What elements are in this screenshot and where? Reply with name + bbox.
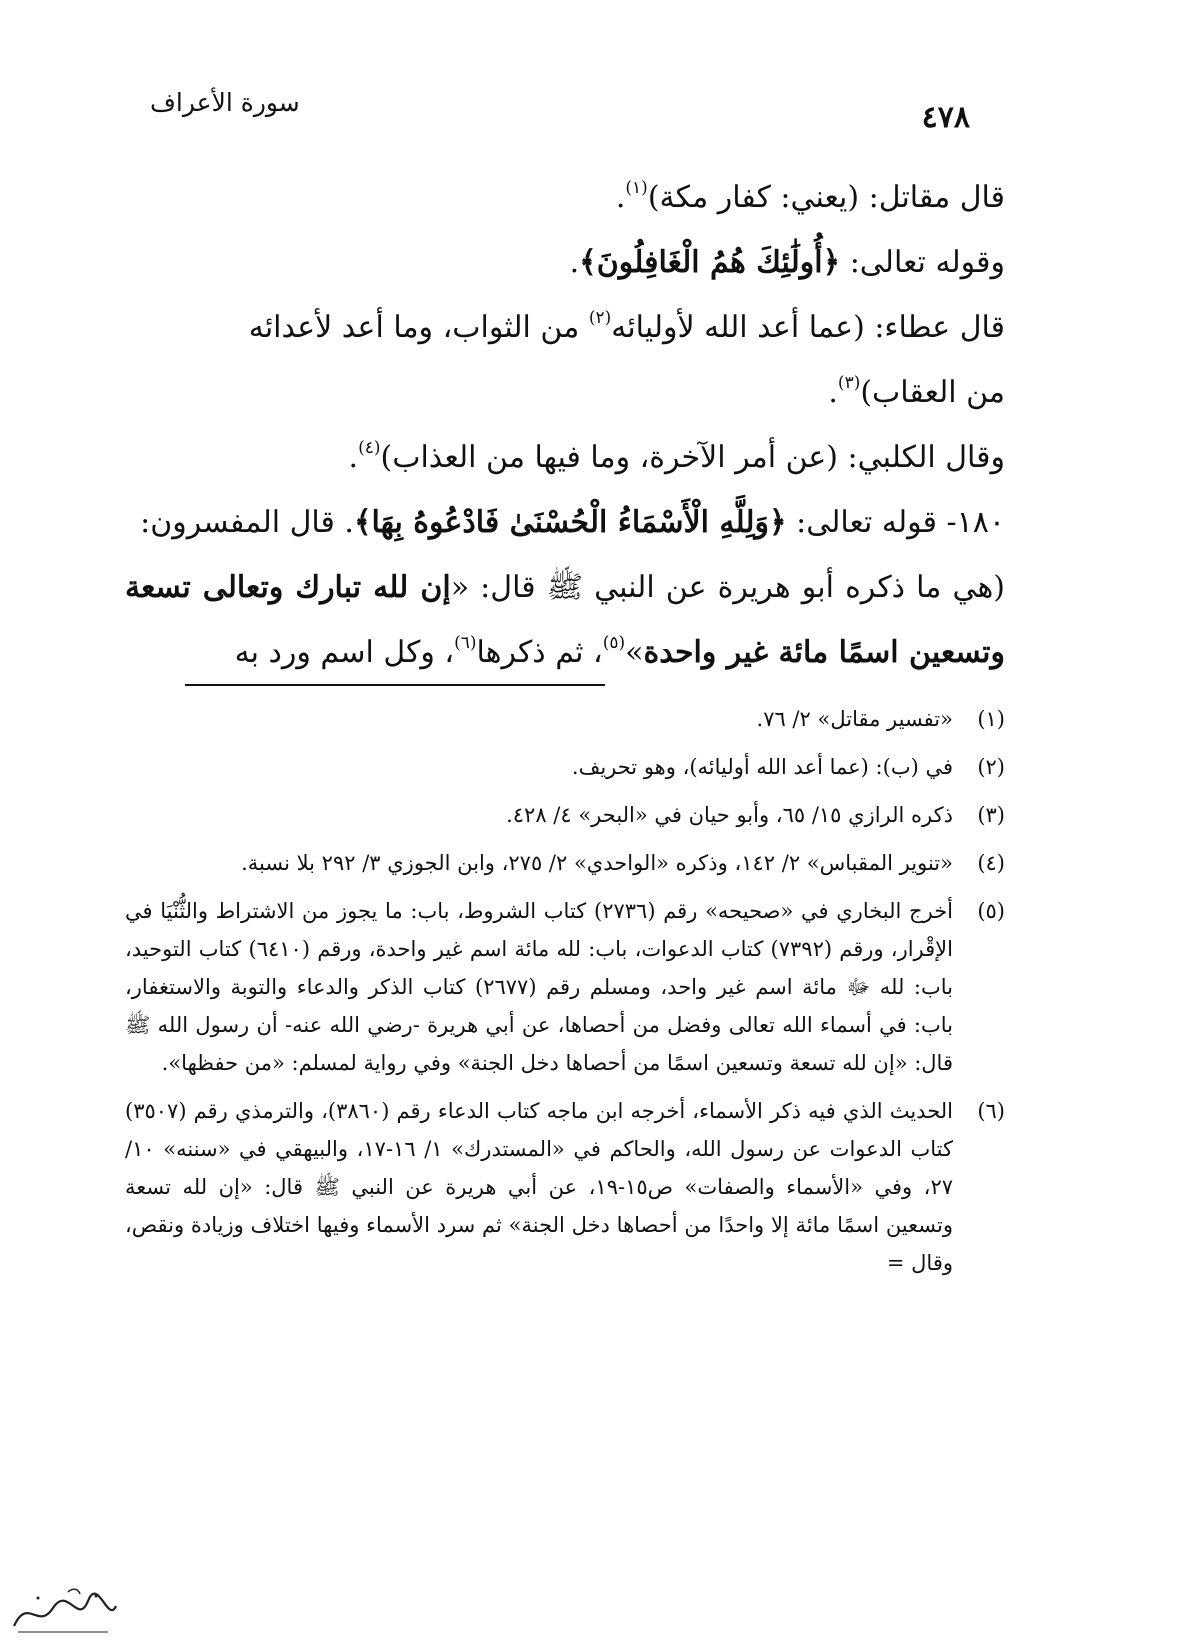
page-number: ٤٧٨ — [921, 100, 970, 135]
footnote — [125, 748, 1005, 786]
quran-verse: ﴿وَلِلَّهِ الْأَسْمَاءُ الْحُسْنَىٰ فَادْعُوهُ بِهَا﴾ — [353, 505, 787, 540]
publisher-logo — [8, 1586, 120, 1641]
footnote-text: «تنوير المقباس» ٢/ ١٤٢، وذكره «الواحدي» ٢/ ٢٧٥، وابن الجوزي ٣/ ٢٩٢ بلا نسبة. — [241, 851, 953, 875]
text-run: ١٨٠- قوله تعالى: — [786, 505, 1005, 540]
footnote-ref: (٤) — [358, 438, 381, 458]
footnote-number: (١) — [977, 707, 1005, 731]
text-run: . — [828, 375, 838, 410]
text-run: ، ثم ذكرها — [476, 635, 603, 670]
footnote-number: (٢) — [977, 755, 1005, 779]
text-run: . — [615, 180, 626, 215]
footnote-number: (٣) — [977, 803, 1005, 827]
paragraph-verse-180 — [125, 490, 1005, 555]
text-run: (هي ما ذكره أبو هريرة عن النبي ﷺ قال: « — [450, 570, 1005, 605]
text-run: ، وكل اسم ورد به — [234, 635, 455, 670]
main-text — [125, 165, 1005, 685]
text-run: » — [625, 635, 644, 670]
footnote-text: الحديث الذي فيه ذكر الأسماء، أخرجه ابن ماجه كتاب الدعاء رقم (٣٨٦٠)، والترمذي رقم (٣٥٠٧) كتاب الدعوات عن رسول الله، والحاكم في «المستدرك» ١/ ١٦-١٧، والبيهقي في «سننه» ١٠/ ٢٧، وفي «الأسماء والصفات» ص١٥-١٩، عن أبي هريرة عن النبي ﷺ قال: «إن لله تسعة وتسعين اسمًا مائة إلا واحدًا من أحصاها دخل الجنة» ثم سرد الأسماء وفيها اختلاف وزيادة ونقص، وقال = — [125, 1099, 953, 1275]
paragraph-muqatil — [125, 165, 1005, 230]
running-head-surah-title: سورة الأعراف — [150, 88, 300, 117]
footnote-number: (٦) — [977, 1099, 1005, 1123]
footnote — [125, 796, 1005, 834]
footnote-separator — [185, 684, 605, 686]
footnote-text: ذكره الرازي ١٥/ ٦٥، وأبو حيان في «البحر» ٤/ ٤٢٨. — [506, 803, 953, 827]
paragraph-verse-ghafilun — [125, 230, 1005, 295]
footnote-text: «تفسير مقاتل» ٢/ ٧٦. — [756, 707, 953, 731]
paragraph-iqab — [125, 360, 1005, 425]
footnote — [125, 892, 1005, 1082]
quran-verse: ﴿أُولَٰئِكَ هُمُ الْغَافِلُونَ﴾ — [579, 245, 841, 280]
paragraph-ata — [125, 295, 1005, 360]
footnote-ref: (٣) — [837, 373, 861, 393]
text-run: وقوله تعالى: — [840, 245, 1005, 280]
footnote-text: في (ب): (عما أعد الله أوليائه)، وهو تحريف. — [571, 755, 953, 779]
footnote — [125, 1092, 1005, 1282]
footnote — [125, 700, 1005, 738]
text-run: وقال الكلبي: (عن أمر الآخرة، وما فيها من العذاب) — [380, 440, 1005, 475]
footnote-text: أخرج البخاري في «صحيحه» رقم (٢٧٣٦) كتاب الشروط، باب: ما يجوز من الاشتراط والثُّنْيَا في الإقْرار، ورقم (٧٣٩٢) كتاب الدعوات، باب: لله مائة اسم غير واحدة، ورقم (٦٤١٠) كتاب التوحيد، باب: لله ﷻ مائة اسم غير واحد، ومسلم رقم (٢٦٧٧) كتاب الذكر والدعاء والتوبة والاستغفار، باب: في أسماء الله تعالى وفضل من أحصاها، عن أبي هريرة -رضي الله عنه- أن رسول الله ﷺ قال: «إن لله تسعة وتسعين اسمًا من أحصاها دخل الجنة» وفي رواية لمسلم: «من حفظها». — [125, 899, 954, 1075]
footnote-ref: (٦) — [454, 633, 477, 653]
text-run: من العقاب) — [860, 375, 1005, 410]
text-run: . — [348, 440, 359, 475]
footnotes — [125, 700, 1005, 1292]
footnote-number: (٤) — [977, 851, 1005, 875]
footnote-ref: (٥) — [602, 633, 626, 653]
text-run: . — [569, 245, 580, 280]
footnote-ref: (٢) — [588, 308, 612, 328]
text-run: . قال المفسرون: — [140, 505, 354, 540]
footnote-ref: (١) — [625, 178, 648, 198]
text-run: قال عطاء: (عما أعد الله لأوليائه — [611, 310, 1005, 345]
text-run: قال مقاتل: (يعني: كفار مكة) — [647, 180, 1005, 215]
footnote-number: (٥) — [977, 899, 1005, 923]
footnote — [125, 844, 1005, 882]
text-run: من الثواب، وما أعد لأعدائه — [248, 310, 589, 345]
paragraph-hadith — [125, 555, 1005, 685]
paragraph-kalbi — [125, 425, 1005, 490]
hadith-text: إن لله تبارك وتعالى تسعة وتسعين اسمًا مائة غير واحدة — [125, 570, 1005, 670]
